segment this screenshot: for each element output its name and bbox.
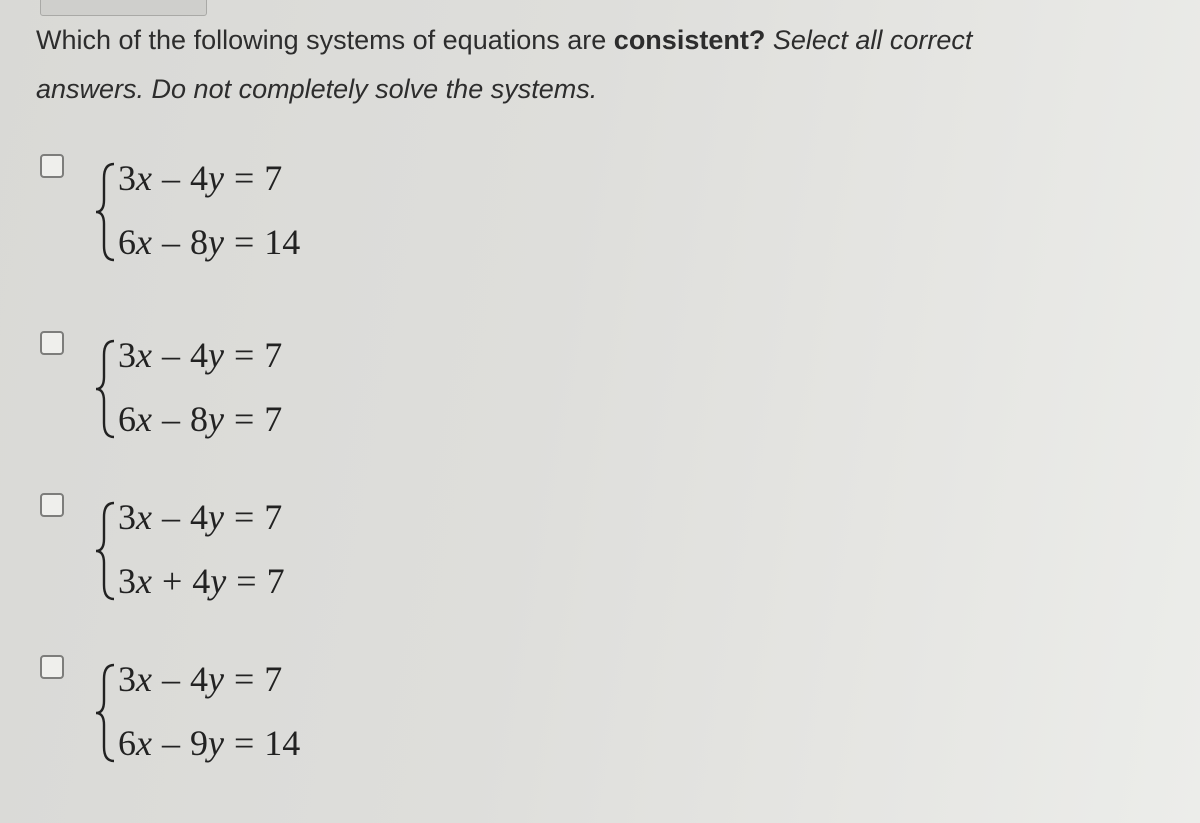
option-3-checkbox[interactable] xyxy=(40,493,64,517)
option-4-checkbox[interactable] xyxy=(40,655,64,679)
top-tab-edge xyxy=(40,0,207,16)
option-2-equation-2: 6x – 8y = 7 xyxy=(118,399,283,439)
option-1-equation-2: 6x – 8y = 14 xyxy=(118,222,301,262)
answer-option-2[interactable] xyxy=(40,331,440,451)
question-intro: Which of the following systems of equations are xyxy=(36,25,614,55)
answer-option-1[interactable] xyxy=(40,154,440,274)
option-4-equation-1: 3x – 4y = 7 xyxy=(118,659,283,699)
option-2-equation-1: 3x – 4y = 7 xyxy=(118,335,283,375)
option-1-equation-1: 3x – 4y = 7 xyxy=(118,158,283,198)
answer-option-4[interactable] xyxy=(40,655,440,775)
question-keyword: consistent? xyxy=(613,25,766,55)
option-2-checkbox[interactable] xyxy=(40,331,64,355)
option-3-equation-1: 3x – 4y = 7 xyxy=(118,497,283,537)
answer-option-3[interactable] xyxy=(40,493,440,613)
question-text xyxy=(36,16,1076,114)
option-4-equation-2: 6x – 9y = 14 xyxy=(118,723,301,763)
option-1-checkbox[interactable] xyxy=(40,154,64,178)
question-instructions: Select all correct answers. Do not completely solve the systems. xyxy=(36,25,973,104)
option-3-equation-2: 3x + 4y = 7 xyxy=(118,561,285,601)
